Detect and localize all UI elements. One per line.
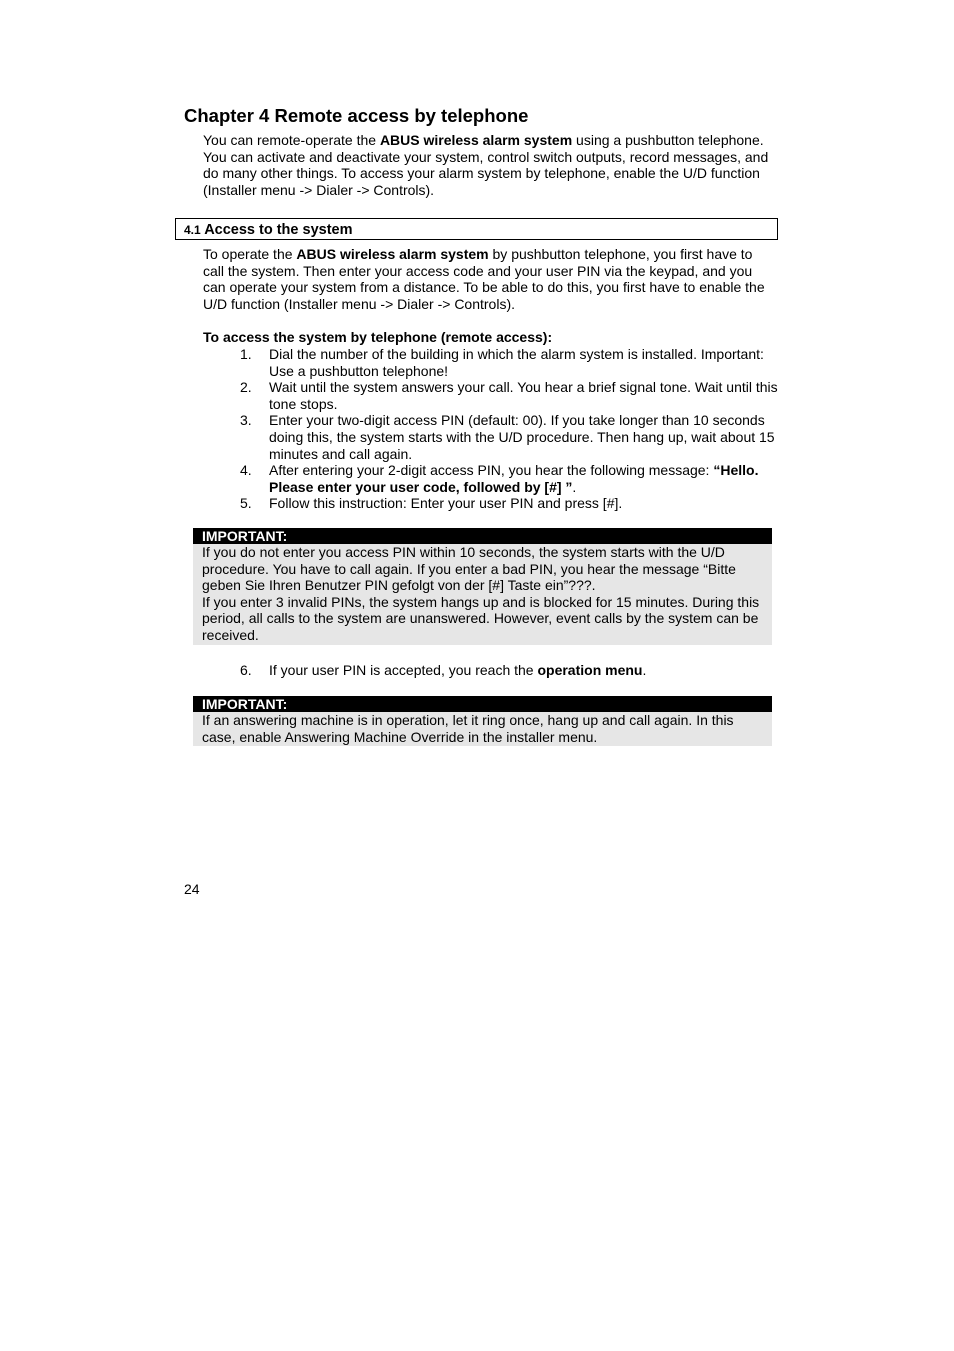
step-number: 6.	[240, 662, 252, 678]
chapter-title: Chapter 4 Remote access by telephone	[184, 105, 529, 126]
important-text: If an answering machine is in operation, let it ring once, hang up and call again. In this case, enable Answering Machine Override in the installer menu.	[202, 712, 734, 745]
step-text-pre: If your user PIN is accepted, you reach the	[269, 662, 538, 678]
list-item	[203, 495, 778, 512]
intro-text-post: using a pushbutton telephone. You can activate and deactivate your system, control switch outputs, record messages, and do many other things. To access your alarm system by telephone, enable the U/D function (Installer menu -> Dialer -> Controls).	[203, 132, 769, 198]
step-number: 1.	[240, 346, 252, 362]
step-text-post: .	[642, 662, 647, 678]
step-number: 3.	[240, 412, 252, 429]
section-text-bold: ABUS wireless alarm system	[296, 246, 489, 262]
section-paragraph	[203, 246, 773, 312]
steps-list	[203, 346, 778, 512]
list-item	[203, 346, 778, 379]
important-label: IMPORTANT:	[193, 528, 772, 544]
important-notice	[193, 528, 772, 645]
important-line: If you enter 3 invalid PINs, the system hangs up and is blocked for 15 minutes. During this period, all calls to the system are unanswered. However, event calls by the system can be received.	[202, 593, 760, 643]
list-item	[203, 379, 778, 412]
steps-list-continued	[203, 662, 778, 679]
important-line: If you do not enter you access PIN within 10 seconds, the system starts with the U/D procedure. You have to call again. If you enter a bad PIN, you hear the message “Bitte geben Sie Ihren Benutzer PIN gefolgt von der [#] Taste ein”???.	[202, 544, 736, 594]
important-notice	[193, 696, 772, 746]
section-title-text: Access to the system	[204, 222, 353, 238]
step-text: Follow this instruction: Enter your user PIN and press [#].	[269, 495, 623, 512]
section-title	[184, 222, 352, 238]
section-text-pre: To operate the	[203, 246, 297, 262]
steps-heading: To access the system by telephone (remote access):	[203, 329, 553, 345]
step-text-bold: operation menu	[537, 662, 643, 678]
step-text: Dial the number of the building in which the alarm system is installed. Important: Use a pushbutton telephone!	[269, 346, 764, 379]
step-text-bold: “Hello. Please enter your user code, followed by [#] ”	[269, 462, 759, 495]
step-text: Enter your two-digit access PIN (default: 00). If you take longer than 10 seconds doing this, the system starts with the U/D procedure. Then hang up, wait about 15 minutes and call again.	[269, 412, 775, 462]
step-number: 2.	[240, 379, 252, 396]
section-heading-box	[175, 218, 778, 240]
list-item	[203, 662, 778, 679]
chapter-intro	[203, 132, 773, 198]
step-text: Wait until the system answers your call. You hear a brief signal tone. Wait until this tone stops.	[269, 379, 778, 412]
section-number: 4.1	[184, 223, 201, 237]
step-number: 5.	[240, 495, 252, 512]
important-text	[193, 544, 772, 645]
step-text-post: .	[572, 478, 577, 495]
step-number: 4.	[240, 462, 252, 479]
list-item	[203, 462, 778, 495]
step-text-pre: After entering your 2-digit access PIN, you hear the following message:	[269, 462, 714, 479]
important-label: IMPORTANT:	[193, 696, 772, 712]
intro-text-bold: ABUS wireless alarm system	[379, 132, 573, 148]
list-item	[203, 412, 778, 462]
intro-text-pre: You can remote-operate the	[203, 132, 380, 148]
page-number: 24	[184, 881, 200, 897]
section-text-post: by pushbutton telephone, you first have to call the system. Then enter your access code and your user PIN via the keypad, and you can operate your system from a distance. To be able to do this, you first have to enable the U/D function (Installer menu -> Dialer -> Controls).	[203, 246, 765, 312]
